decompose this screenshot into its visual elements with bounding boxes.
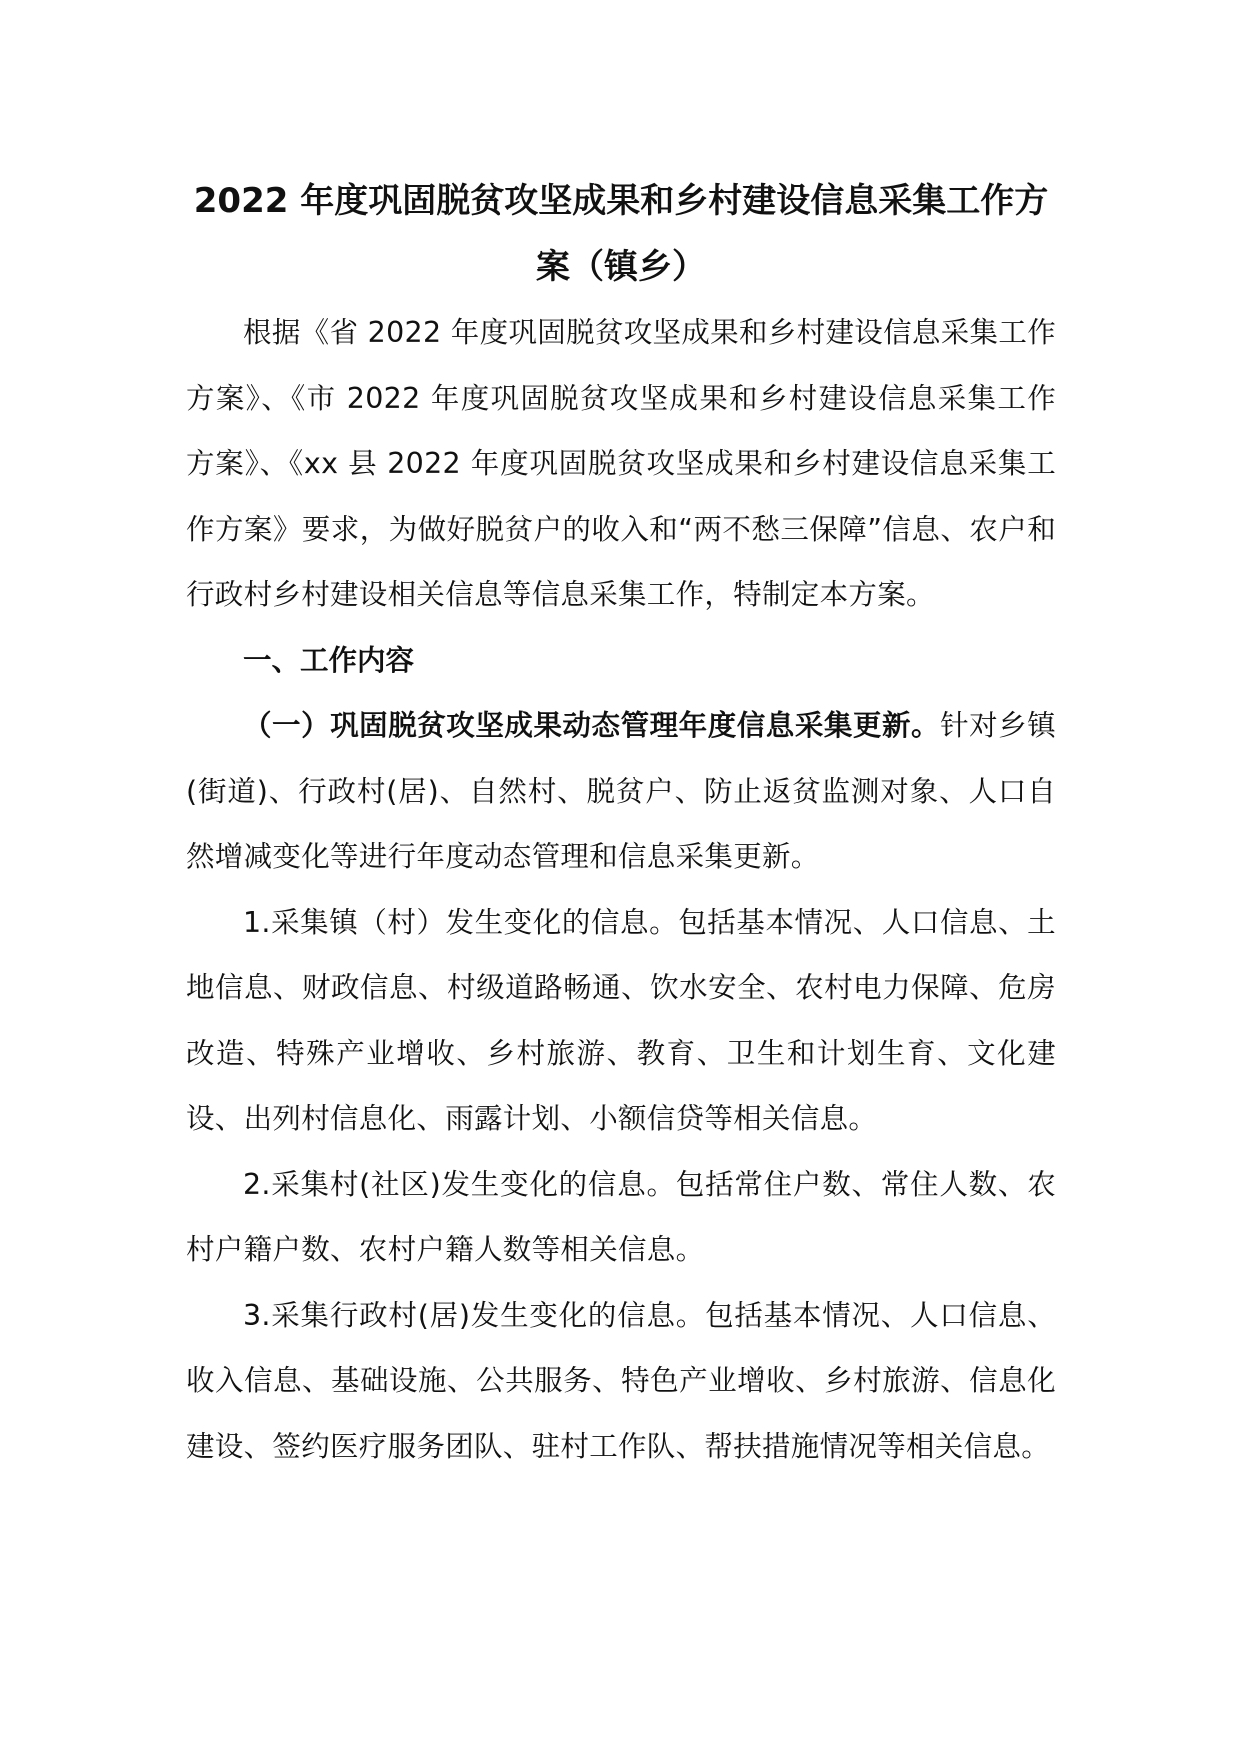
- document-title: 2022 年度巩固脱贫攻坚成果和乡村建设信息采集工作方案（镇乡）: [193, 181, 1049, 287]
- subsection-text: 针对乡镇(街道)、行政村(居)、自然村、脱贫户、防止返贫监测对象、人口自然增减变化等进行年度动态管理和信息采集更新。: [186, 709, 1056, 873]
- subsection-paragraph: [186, 693, 1056, 890]
- subsection-lead: （一）巩固脱贫攻坚成果动态管理年度信息采集更新。: [243, 709, 941, 742]
- item-paragraph-1: 1.采集镇（村）发生变化的信息。包括基本情况、人口信息、土地信息、财政信息、村级道路畅通、饮水安全、农村电力保障、危房改造、特殊产业增收、乡村旅游、教育、卫生和计划生育、文化建设、出列村信息化、雨露计划、小额信贷等相关信息。: [186, 905, 1056, 1135]
- item-paragraph-3: 3.采集行政村(居)发生变化的信息。包括基本情况、人口信息、收入信息、基础设施、公共服务、特色产业增收、乡村旅游、信息化建设、签约医疗服务团队、驻村工作队、帮扶措施情况等相关信息。: [186, 1298, 1056, 1463]
- intro-paragraph: 根据《省 2022 年度巩固脱贫攻坚成果和乡村建设信息采集工作方案》、《市 2022 年度巩固脱贫攻坚成果和乡村建设信息采集工作方案》、《xx 县 2022 年度巩固脱贫攻坚成果和乡村建设信息采集工作方案》要求，为做好脱贫户的收入和“两不愁三保障”信息、农户和行政村乡村建设相关信息等信息采集工作，特制定本方案。: [186, 316, 1056, 611]
- section-heading-work-content: 一、工作内容: [243, 643, 415, 677]
- document-page: [186, 168, 1056, 1479]
- item-paragraph-2: 2.采集村(社区)发生变化的信息。包括常住户数、常住人数、农村户籍户数、农村户籍人数等相关信息。: [186, 1167, 1056, 1266]
